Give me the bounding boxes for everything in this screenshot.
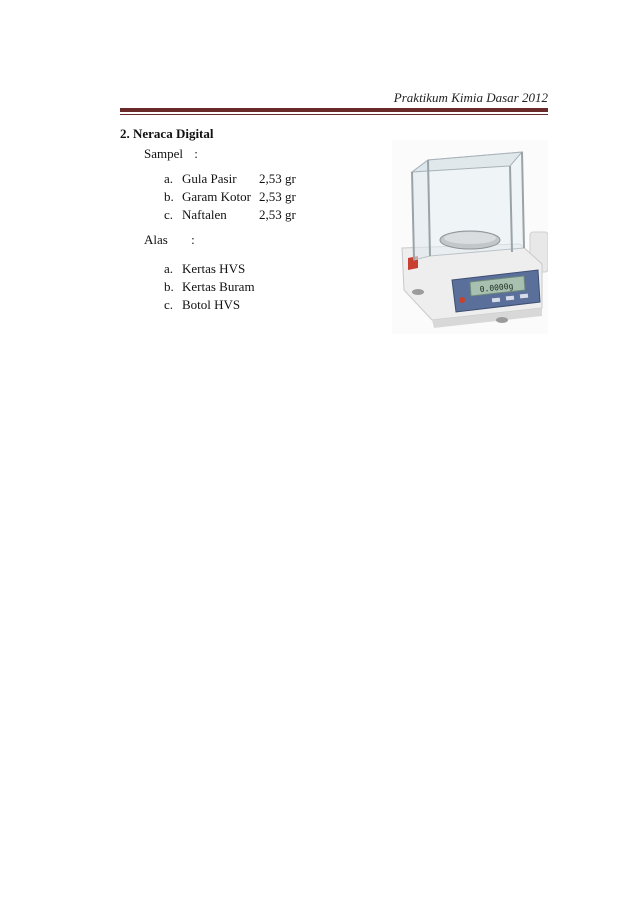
list-item xyxy=(164,296,384,314)
sample-name: Gula Pasir xyxy=(182,171,237,186)
sample-name: Naftalen xyxy=(182,207,227,222)
list-marker: a. xyxy=(164,261,174,276)
sampel-list xyxy=(164,170,384,224)
list-item xyxy=(164,278,384,296)
alas-label: Alas xyxy=(144,232,168,247)
list-item xyxy=(164,188,384,206)
sampel-label-line xyxy=(144,146,198,162)
base-name: Botol HVS xyxy=(182,297,241,312)
alas-list xyxy=(164,260,384,314)
glass-side-panel xyxy=(412,160,430,260)
base-name: Kertas HVS xyxy=(182,261,246,276)
list-marker: c. xyxy=(164,297,174,312)
panel-key xyxy=(520,294,528,299)
list-item xyxy=(164,260,384,278)
list-marker: b. xyxy=(164,279,174,294)
balance-foot xyxy=(412,289,424,295)
header-title: Praktikum Kimia Dasar 2012 xyxy=(393,90,548,105)
sampel-colon: : xyxy=(194,146,198,161)
pan-surface xyxy=(444,232,496,244)
power-button xyxy=(459,297,465,303)
digital-balance-image xyxy=(392,140,548,334)
alas-colon: : xyxy=(191,232,195,247)
list-marker: b. xyxy=(164,189,174,204)
sample-name: Garam Kotor xyxy=(182,189,251,204)
header-rule-thin xyxy=(120,114,548,115)
list-item xyxy=(164,170,384,188)
sample-mass: 2,53 gr xyxy=(259,207,296,222)
base-name: Kertas Buram xyxy=(182,279,255,294)
sampel-label: Sampel xyxy=(144,146,183,161)
list-marker: c. xyxy=(164,207,174,222)
sample-mass: 2,53 gr xyxy=(259,171,296,186)
alas-label-line xyxy=(144,232,195,248)
panel-key xyxy=(492,298,500,303)
section-title: 2. Neraca Digital xyxy=(120,126,214,141)
header-rule-thick xyxy=(120,108,548,112)
panel-key xyxy=(506,296,514,301)
display-reading: 0.0000g xyxy=(479,281,514,294)
sample-mass: 2,53 gr xyxy=(259,189,296,204)
balance-foot xyxy=(496,317,508,323)
list-item xyxy=(164,206,384,224)
list-marker: a. xyxy=(164,171,174,186)
